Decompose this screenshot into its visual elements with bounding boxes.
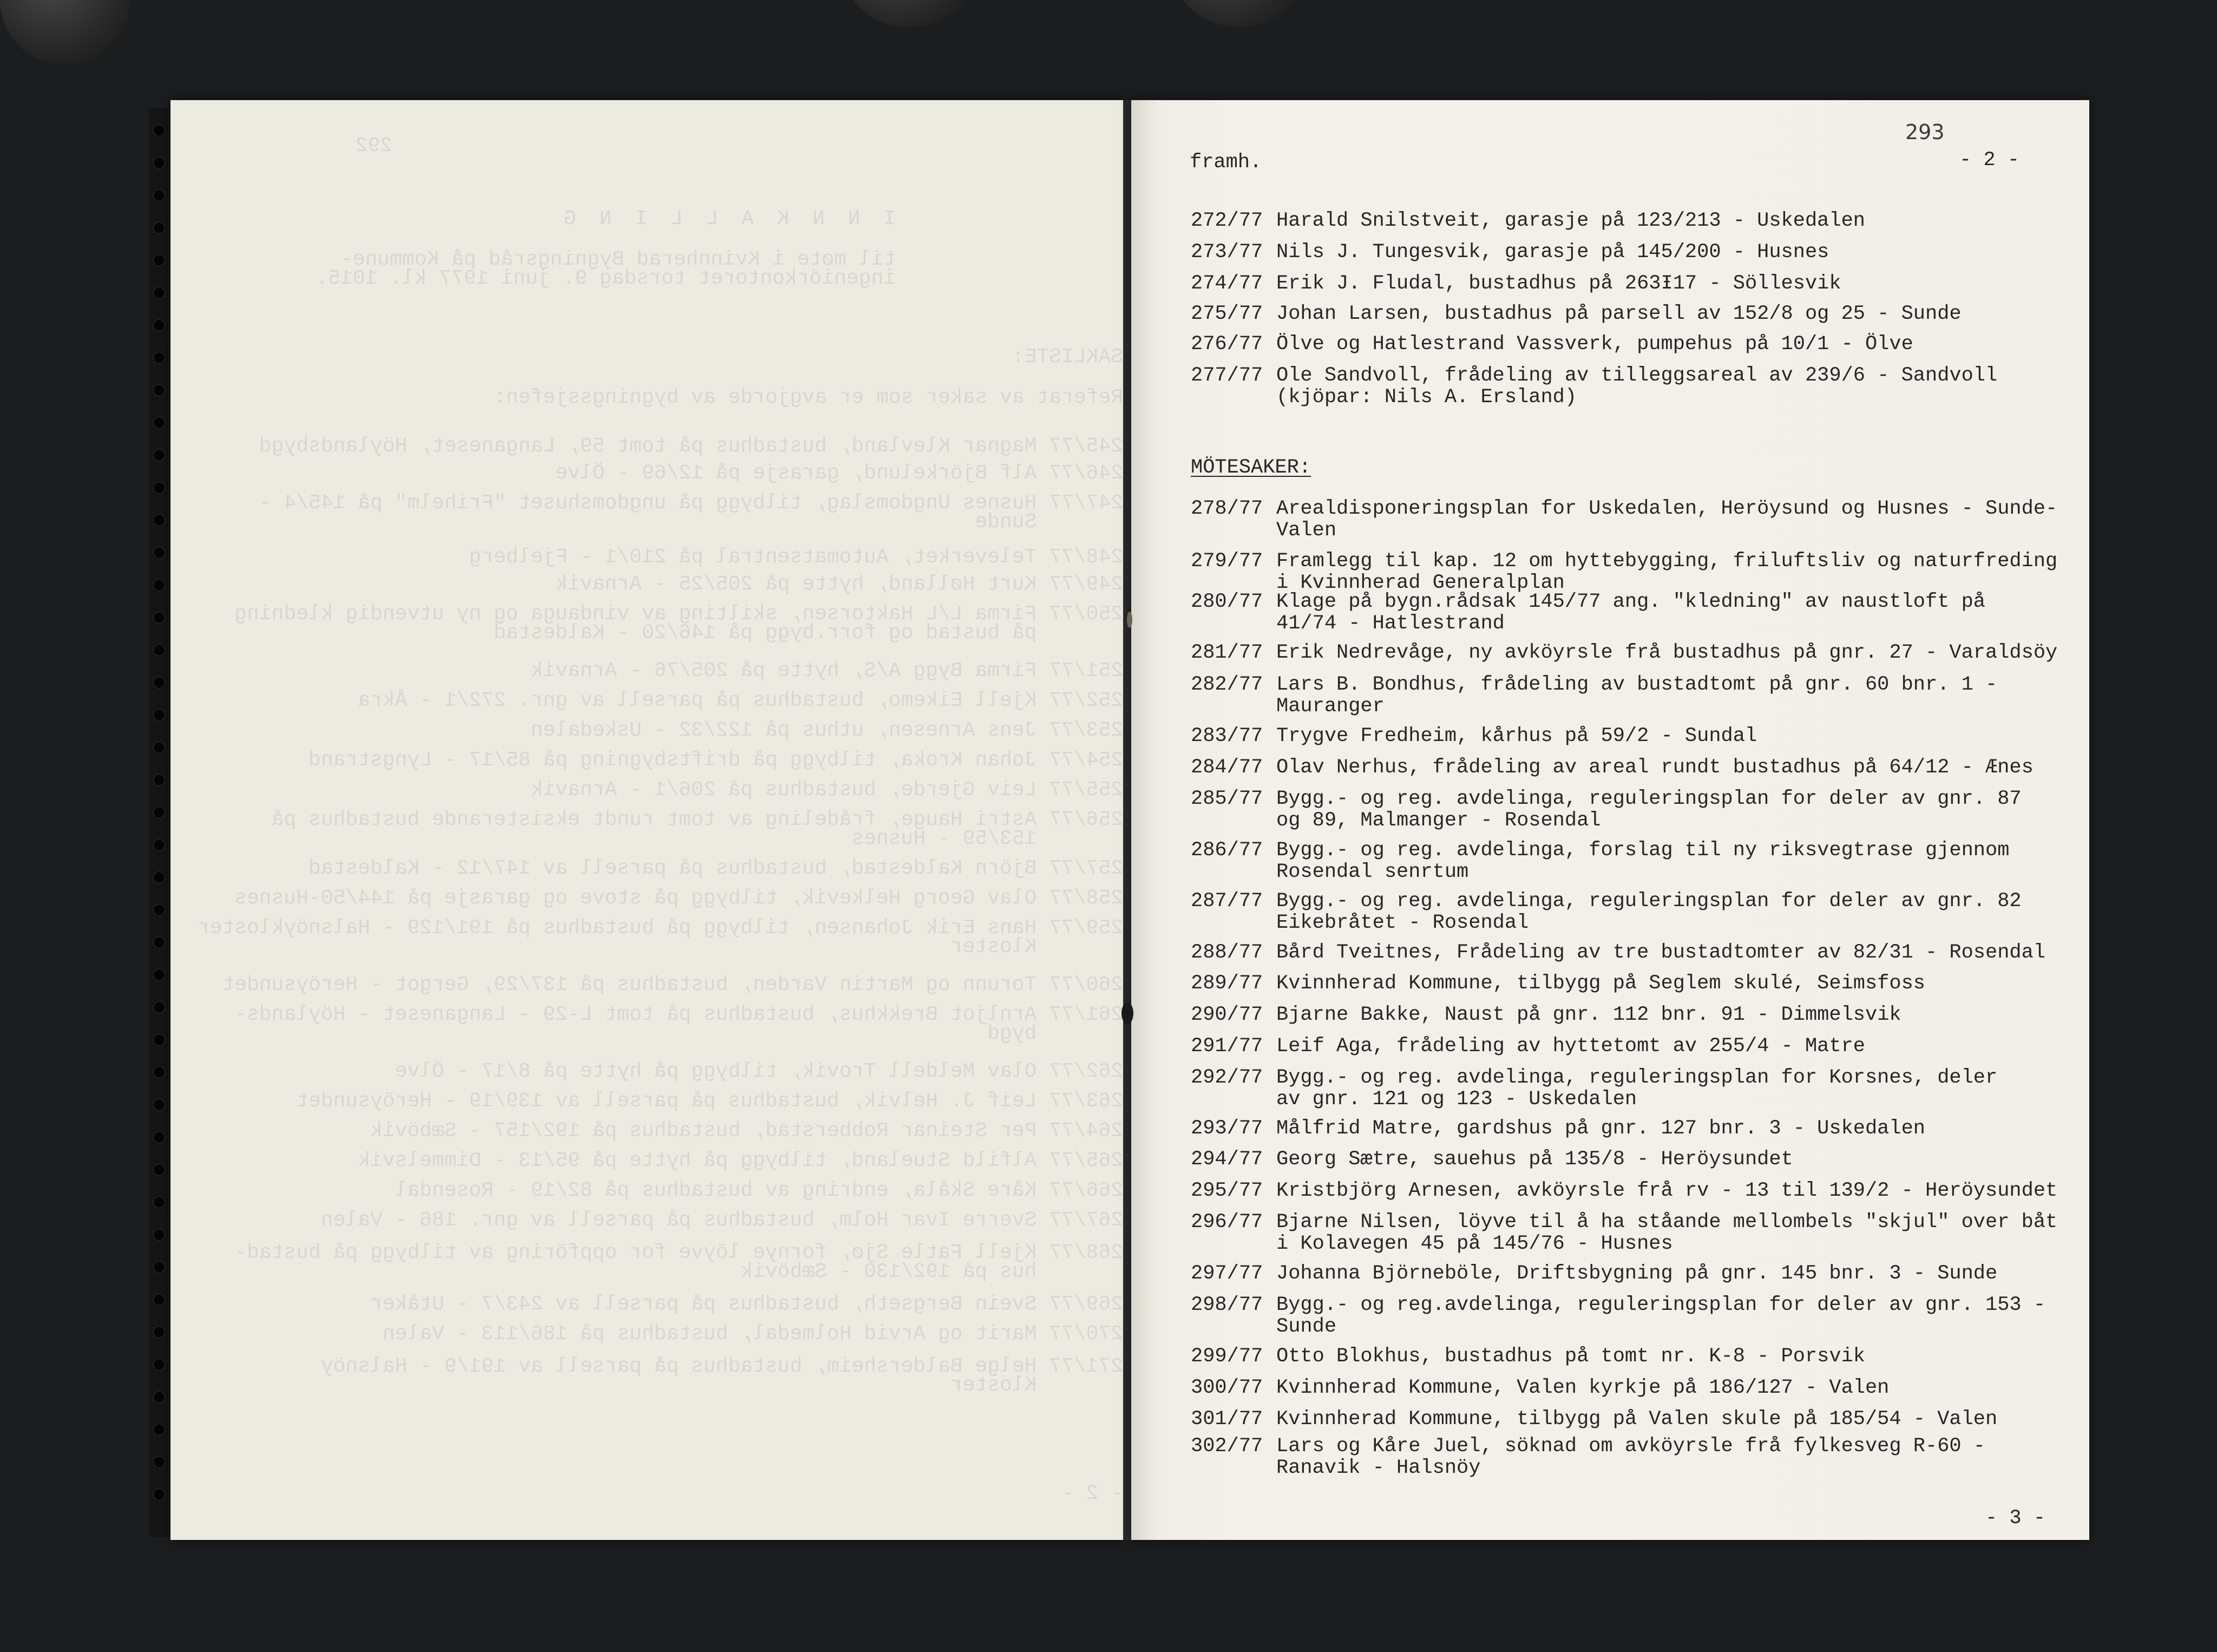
- entry-case-number: 297/77: [1191, 1262, 1263, 1285]
- entry-case-number: 280/77: [1191, 591, 1263, 613]
- bleed-line: 248/77 Televerket, Automatsentral på 210/1 - Fjelberg: [469, 546, 1123, 569]
- entry-case-number: 289/77: [1191, 972, 1263, 995]
- bleed-line: 261/77 Arnljot Brekkhus, bustadhus på tomt L-29 - Langaneset - Höylands-: [234, 1003, 1123, 1026]
- bleed-line: til møte i Kvinnherad Bygningsråd på Kommune-: [340, 248, 896, 271]
- binder-hole: [153, 1131, 165, 1143]
- bleed-line: 259/77 Hans Erik Johansen, tilbygg på bustadhus på 191/129 - Halsnöykloster: [197, 916, 1123, 940]
- bleed-line: 258/77 Olav Georg Helkevik, tilbygg på stove og garasje på 144/50-Husnes: [234, 887, 1123, 910]
- entry-case-number: 293/77: [1191, 1117, 1263, 1140]
- bleed-line: 263/77 Leif J. Helvik, bustadhus på parsell av 139/19 - Heröysundet: [296, 1090, 1123, 1113]
- binder-hole: [153, 1359, 165, 1371]
- entry-case-number: 298/77: [1191, 1294, 1263, 1316]
- entry-text: Bjarne Nilsen, löyve til å ha ståande mellombels "skjul" over båt i Kolavegen 45 på 145/76 - Husnes: [1276, 1211, 2058, 1255]
- page-number-footer: - 3 -: [1985, 1507, 2046, 1530]
- binder-hole: [153, 189, 165, 201]
- bleed-line: 153/59 - Husnes: [851, 827, 1123, 850]
- entry-case-number: 284/77: [1191, 756, 1263, 779]
- bleed-line: 264/77 Per Steinar Robberstad, bustadhus på 192/157 - Sæbövik: [370, 1119, 1123, 1143]
- entry-case-number: 281/77: [1191, 641, 1263, 664]
- bleed-line: Kloster: [950, 935, 1123, 959]
- bleed-line: 266/77 Kåre Skåla, endring av bustadhus på 82/19 - Rosendal: [395, 1179, 1123, 1202]
- meeting-items-heading: MÖTESAKER:: [1191, 456, 1311, 479]
- entry-case-number: 300/77: [1191, 1376, 1263, 1399]
- binder-hole: [153, 936, 165, 948]
- binder-hole: [153, 124, 165, 136]
- binder-hole: [153, 287, 165, 299]
- bleed-line: 270/77 Marit og Arvid Holmedal, bustadhus på 186/113 - Valen: [382, 1322, 1123, 1346]
- binder-hole: [153, 1326, 165, 1338]
- bleed-line: 292: [355, 134, 392, 158]
- handwritten-page-number: 293: [1905, 120, 1945, 144]
- bleed-line: 271/77 Helge Baldersheim, bustadhus på parsell av 191/9 - Halsnöy: [320, 1355, 1123, 1378]
- entry-text: Lars og Kåre Juel, söknad om avköyrsle frå fylkesveg R-60 - Ranavik - Halsnöy: [1276, 1435, 1986, 1479]
- binder-hole: [153, 1034, 165, 1046]
- bleed-line: Referat av saker som er avgjorde av bygningssjefen:: [494, 386, 1123, 409]
- entry-text: Otto Blokhus, bustadhus på tomt nr. K-8 - Porsvik: [1276, 1345, 1865, 1368]
- binder-hole: [153, 1001, 165, 1013]
- entry-text: Bygg.- og reg. avdelinga, forslag til ny riksvegtrase gjennom Rosendal senrtum: [1276, 839, 2010, 883]
- entry-text: Trygve Fredheim, kårhus på 59/2 - Sundal: [1276, 725, 1757, 748]
- entry-case-number: 272/77: [1191, 209, 1263, 232]
- entry-case-number: 290/77: [1191, 1004, 1263, 1026]
- binder-hole: [153, 157, 165, 169]
- binder-hole: [153, 904, 165, 916]
- entry-case-number: 302/77: [1191, 1435, 1263, 1458]
- binder-hole: [153, 1099, 165, 1111]
- book-gutter: [1123, 100, 1131, 1540]
- binding-mark: [1127, 612, 1132, 628]
- bleed-line: bygd: [987, 1022, 1123, 1045]
- entry-case-number: 274/77: [1191, 272, 1263, 295]
- entry-case-number: 276/77: [1191, 333, 1263, 356]
- entry-case-number: 275/77: [1191, 303, 1263, 325]
- entry-text: Kvinnherad Kommune, tilbygg på Seglem skulé, Seimsfoss: [1276, 972, 1925, 995]
- entry-text: Ole Sandvoll, frådeling av tilleggsareal av 239/6 - Sandvoll (kjöpar: Nils A. Ersland): [1276, 364, 1998, 409]
- bleed-line: 245/77 Magnar Klevland, bustadhus på tomt 59, Langaneset, Höylandsbygd: [259, 435, 1123, 458]
- entry-text: Georg Sætre, sauehus på 135/8 - Heröysundet: [1276, 1148, 1793, 1171]
- binder-hole: [153, 1489, 165, 1500]
- binder-hole: [153, 1456, 165, 1468]
- bleed-line: 267/77 Sverre Ivar Holm, bustadhus på parsell av gnr. 186 - Valen: [320, 1209, 1123, 1232]
- binding-mark: [1121, 1002, 1133, 1024]
- entry-text: Olav Nerhus, frådeling av areal rundt bustadhus på 64/12 - Ænes: [1276, 756, 2034, 779]
- binder-hole: [153, 482, 165, 494]
- binder-hole: [153, 1424, 165, 1435]
- bleed-line: 249/77 Kurt Hølland, hytte på 205/25 - Arnavik: [555, 573, 1123, 596]
- bleed-line: SAKLISTE:: [1012, 345, 1123, 369]
- entry-case-number: 291/77: [1191, 1035, 1263, 1058]
- binder-hole: [153, 1196, 165, 1208]
- entry-text: Leif Aga, frådeling av hyttetomt av 255/4 - Matre: [1276, 1035, 1865, 1058]
- entry-text: Bygg.- og reg.avdelinga, reguleringsplan for deler av gnr. 153 - Sunde: [1276, 1294, 2046, 1338]
- entry-case-number: 278/77: [1191, 497, 1263, 520]
- bleed-line: 257/77 Björn Kaldestad, bustadhus på parsell av 147/12 - Kaldestad: [308, 857, 1123, 880]
- bleed-line: 256/77 Astri Hauge, frådeling av tomt rundt eksisterande bustadhus på: [271, 808, 1123, 831]
- bleed-line: Kloster: [950, 1374, 1123, 1397]
- entry-text: Erik Nedrevåge, ny avköyrsle frå bustadhus på gnr. 27 - Varaldsöy: [1276, 641, 2058, 664]
- entry-case-number: 287/77: [1191, 890, 1263, 913]
- binder-hole: [153, 352, 165, 364]
- bleed-line: 255/77 Leiv Gjerde, bustadhus på 206/1 - Arnavik: [530, 778, 1123, 802]
- bleed-line: 254/77 Johan Kroka, tilbygg på driftsbygning på 85/17 - Lyngstrand: [308, 749, 1123, 772]
- entry-case-number: 295/77: [1191, 1179, 1263, 1202]
- entry-text: Målfrid Matre, gardshus på gnr. 127 bnr. 3 - Uskedalen: [1276, 1117, 1925, 1140]
- bleed-line: - 2 -: [1061, 1482, 1123, 1505]
- entry-case-number: 285/77: [1191, 788, 1263, 810]
- binder-hole: [153, 1294, 165, 1306]
- binder-clip: [844, 0, 974, 27]
- bleed-line: 262/77 Olav Meldell Trovik, tilbygg på hytte på 8/17 - Ölve: [395, 1060, 1123, 1083]
- entry-case-number: 296/77: [1191, 1211, 1263, 1234]
- entry-case-number: 286/77: [1191, 839, 1263, 862]
- page-number-header: - 2 -: [1959, 149, 2020, 172]
- entry-text: Harald Snilstveit, garasje på 123/213 - Uskedalen: [1276, 209, 1865, 232]
- bleed-line: på bustad og forr.bygg på 146/20 - Kaldestad: [494, 621, 1123, 645]
- binder-hole: [153, 677, 165, 689]
- binder-hole: [153, 742, 165, 753]
- bleed-line: 246/77 Alf Björkelund, garasje på 12/69 - Ölve: [555, 462, 1123, 485]
- entry-case-number: 294/77: [1191, 1148, 1263, 1171]
- binder-hole: [153, 1391, 165, 1403]
- entry-text: Bygg.- og reg. avdelinga, reguleringsplan for Korsnes, deler av gnr. 121 og 123 - Uskedalen: [1276, 1066, 1998, 1111]
- entry-text: Bygg.- og reg. avdelinga, reguleringsplan for deler av gnr. 87 og 89, Malmanger - Rosendal: [1276, 788, 2022, 832]
- bleed-line: 247/77 Husnes Ungdomslag, tilbygg på ungdomshuset "Frihelm" på 145/4 -: [259, 491, 1123, 515]
- entry-text: Erik J. Fludal, bustadhus på 263Ɨ17 - Söllesvik: [1276, 272, 1841, 295]
- entry-case-number: 299/77: [1191, 1345, 1263, 1368]
- entry-case-number: 288/77: [1191, 941, 1263, 964]
- binder-hole: [153, 222, 165, 234]
- entry-case-number: 301/77: [1191, 1408, 1263, 1431]
- binder-hole: [153, 774, 165, 786]
- binder-hole: [153, 319, 165, 331]
- bleed-line: 252/77 Kjell Eikemo, bustadhus på parsell av gnr. 272/1 - Åkra: [358, 689, 1123, 712]
- entry-text: Kvinnherad Kommune, tilbygg på Valen skule på 185/54 - Valen: [1276, 1408, 1998, 1431]
- entry-text: Bygg.- og reg. avdelinga, reguleringsplan for deler av gnr. 82 Eikebråtet - Rosendal: [1276, 890, 2022, 934]
- binder-hole: [153, 612, 165, 624]
- binder-hole: [153, 1229, 165, 1241]
- binder-hole: [153, 644, 165, 656]
- bleed-line: I N N K A L L I N G: [558, 207, 896, 231]
- entry-text: Kvinnherad Kommune, Valen kyrkje på 186/127 - Valen: [1276, 1376, 1890, 1399]
- binder-hole: [153, 969, 165, 981]
- binder-hole: [153, 514, 165, 526]
- binder-hole: [153, 384, 165, 396]
- bleed-line: 265/77 Alfild Stueland, tilbygg på hytte på 95/13 - Dimmelsvik: [358, 1149, 1123, 1172]
- entry-text: Johan Larsen, bustadhus på parsell av 152/8 og 25 - Sunde: [1276, 303, 1962, 325]
- entry-text: Framlegg til kap. 12 om hyttebygging, friluftsliv og naturfreding i Kvinnherad Generalplan: [1276, 550, 2058, 594]
- entry-case-number: 279/77: [1191, 550, 1263, 573]
- bleed-line: 253/77 Jens Arnesen, uthus på 122/32 - Uskedalen: [530, 719, 1123, 742]
- entry-case-number: 277/77: [1191, 364, 1263, 387]
- entry-text: Lars B. Bondhus, frådeling av bustadtomt på gnr. 60 bnr. 1 - Mauranger: [1276, 673, 1998, 718]
- entry-text: Nils J. Tungesvik, garasje på 145/200 - Husnes: [1276, 241, 1829, 264]
- entry-text: Arealdisponeringsplan for Uskedalen, Heröysund og Husnes - Sunde- Valen: [1276, 497, 2058, 542]
- binder-hole: [153, 709, 165, 721]
- binder-hole: [153, 579, 165, 591]
- binder-hole: [153, 839, 165, 851]
- bleed-line: 260/77 Torunn og Martin Varden, bustadhus på 137/29, Gergot - Heröysundet: [222, 973, 1123, 997]
- entry-text: Johanna Björneböle, Driftsbygning på gnr. 145 bnr. 3 - Sunde: [1276, 1262, 1998, 1285]
- entry-case-number: 283/77: [1191, 725, 1263, 748]
- continuation-label: framh.: [1190, 151, 1262, 174]
- binder-hole: [153, 417, 165, 429]
- entry-case-number: 273/77: [1191, 241, 1263, 264]
- bleed-line: ingeniörkontoret torsdag 9. juni 1977 kl. 1015.: [316, 267, 896, 290]
- binder-hole: [153, 254, 165, 266]
- bleed-line: hus på 192/130 - Sæbövik: [740, 1260, 1123, 1283]
- binder-hole: [153, 807, 165, 818]
- entry-text: Kristbjörg Arnesen, avköyrsle frå rv - 13 til 139/2 - Heröysundet: [1276, 1179, 2058, 1202]
- bleed-through-text: [170, 100, 1123, 1540]
- entry-text: Ölve og Hatlestrand Vassverk, pumpehus på 10/1 - Ölve: [1276, 333, 1913, 356]
- entry-case-number: 282/77: [1191, 673, 1263, 696]
- binder-hole: [153, 449, 165, 461]
- bleed-line: 250/77 Firma L/L Haktorsen, skilting av vindauga og ny utvendig kledning: [234, 602, 1123, 626]
- bleed-line: 268/77 Kjell Fatle Sjø, fornye löyve for oppföring av tilbygg på bustad-: [234, 1241, 1123, 1264]
- binder-hole: [153, 871, 165, 883]
- bleed-line: 251/77 Firma Bygg A/S, hytte på 205/76 - Arnavik: [530, 659, 1123, 683]
- binder-hole: [153, 1261, 165, 1273]
- binder-hole: [153, 1164, 165, 1176]
- entry-text: Bjarne Bakke, Naust på gnr. 112 bnr. 91 - Dimmelsvik: [1276, 1004, 1901, 1026]
- bleed-line: 269/77 Svein Bergseth, bustadhus på parsell av 243/7 - Utåker: [370, 1293, 1123, 1316]
- bleed-line: Sunde: [975, 510, 1123, 534]
- entry-text: Bård Tveitnes, Frådeling av tre bustadtomter av 82/31 - Rosendal: [1276, 941, 2046, 964]
- entry-case-number: 292/77: [1191, 1066, 1263, 1089]
- binder-clip: [1175, 0, 1304, 27]
- binder-hole: [153, 1066, 165, 1078]
- entry-text: Klage på bygn.rådsak 145/77 ang. "kledning" av naustloft på 41/74 - Hatlestrand: [1276, 591, 1986, 635]
- binder-clip: [0, 0, 130, 65]
- binder-hole: [153, 547, 165, 559]
